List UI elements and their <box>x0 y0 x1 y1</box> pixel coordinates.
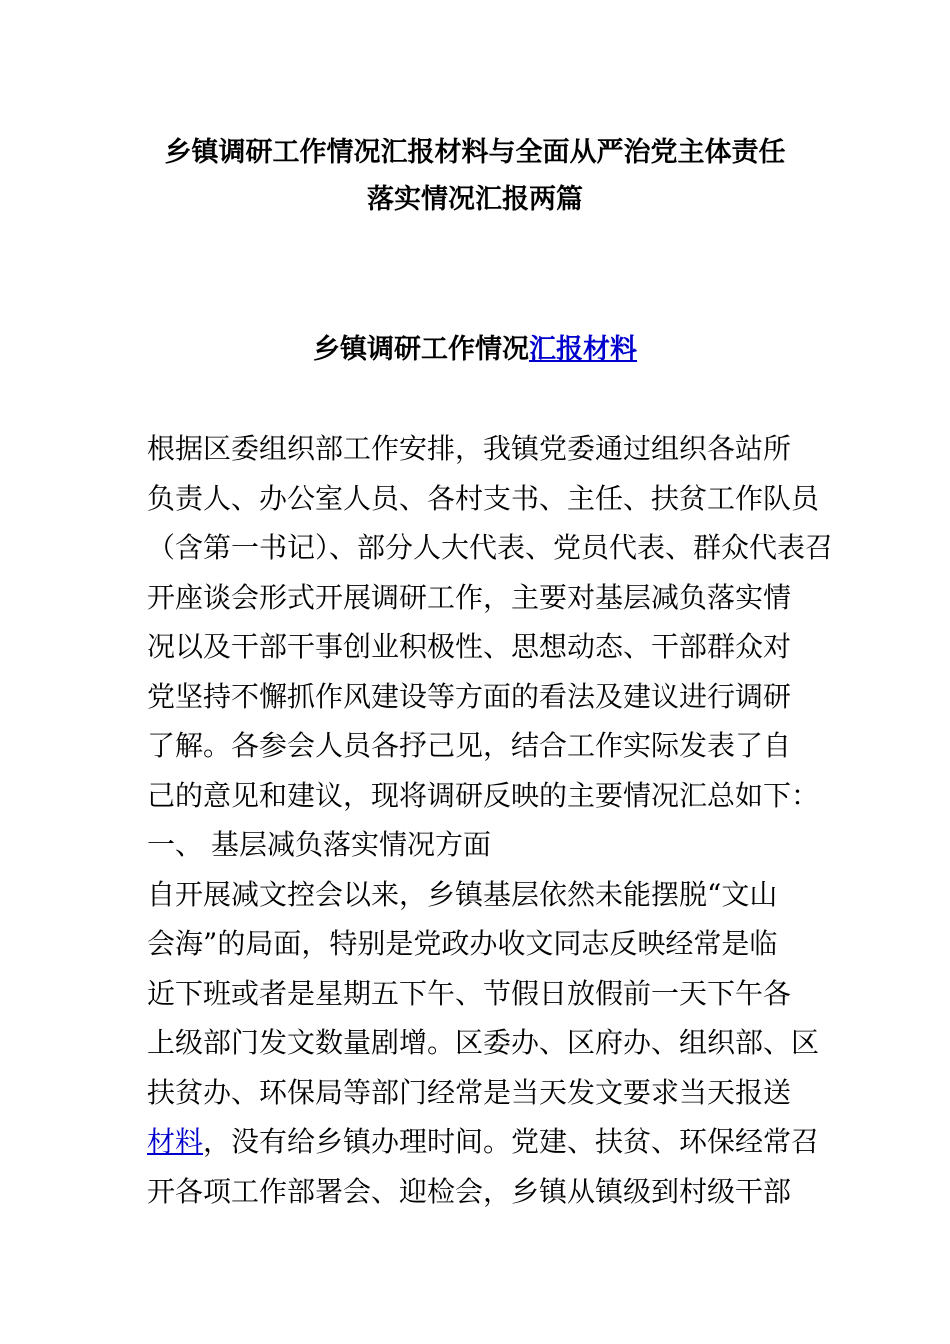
paragraph-1-line: 了解。各参会人员各抒己见，结合工作实际发表了自 <box>147 729 792 762</box>
section-title-text: 乡镇调研工作情况 <box>313 334 529 365</box>
paragraph-1-line: 根据区委组织部工作安排，我镇党委通过组织各站所 <box>147 432 792 465</box>
section-1-title: 基层减负落实情况方面 <box>211 828 492 861</box>
paragraph-2-line: 近下班或者是星期五下午、节假日放假前一天下午各 <box>147 976 792 1010</box>
paragraph-2-line: 开各项工作部署会、迎检会，乡镇从镇级到村级干部 <box>147 1174 792 1208</box>
paragraph-2-line: 会海”的局面，特别是党政办收文同志反映经常是临 <box>147 927 778 960</box>
section-title-link[interactable]: 汇报材料 <box>529 334 637 365</box>
paragraph-1-line: 况以及干部干事创业积极性、思想动态、干部群众对 <box>147 630 792 663</box>
section-title <box>0 330 950 370</box>
paragraph-2-link-line-text: ，没有给乡镇办理时间。党建、扶贫、环保经常召 <box>203 1125 820 1158</box>
paragraph-2-line: 自开展减文控会以来，乡镇基层依然未能摆脱“文山 <box>147 877 778 911</box>
document-title-line-2: 落实情况汇报两篇 <box>367 184 583 215</box>
paragraph-1-line: （含第一书记）、部分人大代表、党员代表、群众代表召 <box>147 531 834 564</box>
document-body <box>147 424 834 1216</box>
paragraph-2-line: 上级部门发文数量剧增。区委办、区府办、组织部、区 <box>147 1026 820 1059</box>
paragraph-1-line: 负责人、办公室人员、各村支书、主任、扶贫工作队员 <box>147 481 820 515</box>
paragraph-2-link-line <box>147 1117 820 1167</box>
paragraph-1-line: 己的意见和建议，现将调研反映的主要情况汇总如下： <box>147 778 820 812</box>
paragraph-1-line: 开座谈会形式开展调研工作，主要对基层减负落实情 <box>147 580 792 614</box>
materials-link[interactable]: 材料 <box>147 1125 204 1158</box>
paragraph-1-line: 党坚持不懈抓作风建设等方面的看法及建议进行调研 <box>147 679 792 713</box>
document-title-line-1: 乡镇调研工作情况汇报材料与全面从严治党主体责任 <box>164 137 786 168</box>
section-1-heading <box>147 820 817 870</box>
paragraph-2-line: 扶贫办、环保局等部门经常是当天发文要求当天报送 <box>147 1075 792 1109</box>
section-1-number: 一、 <box>147 828 204 861</box>
